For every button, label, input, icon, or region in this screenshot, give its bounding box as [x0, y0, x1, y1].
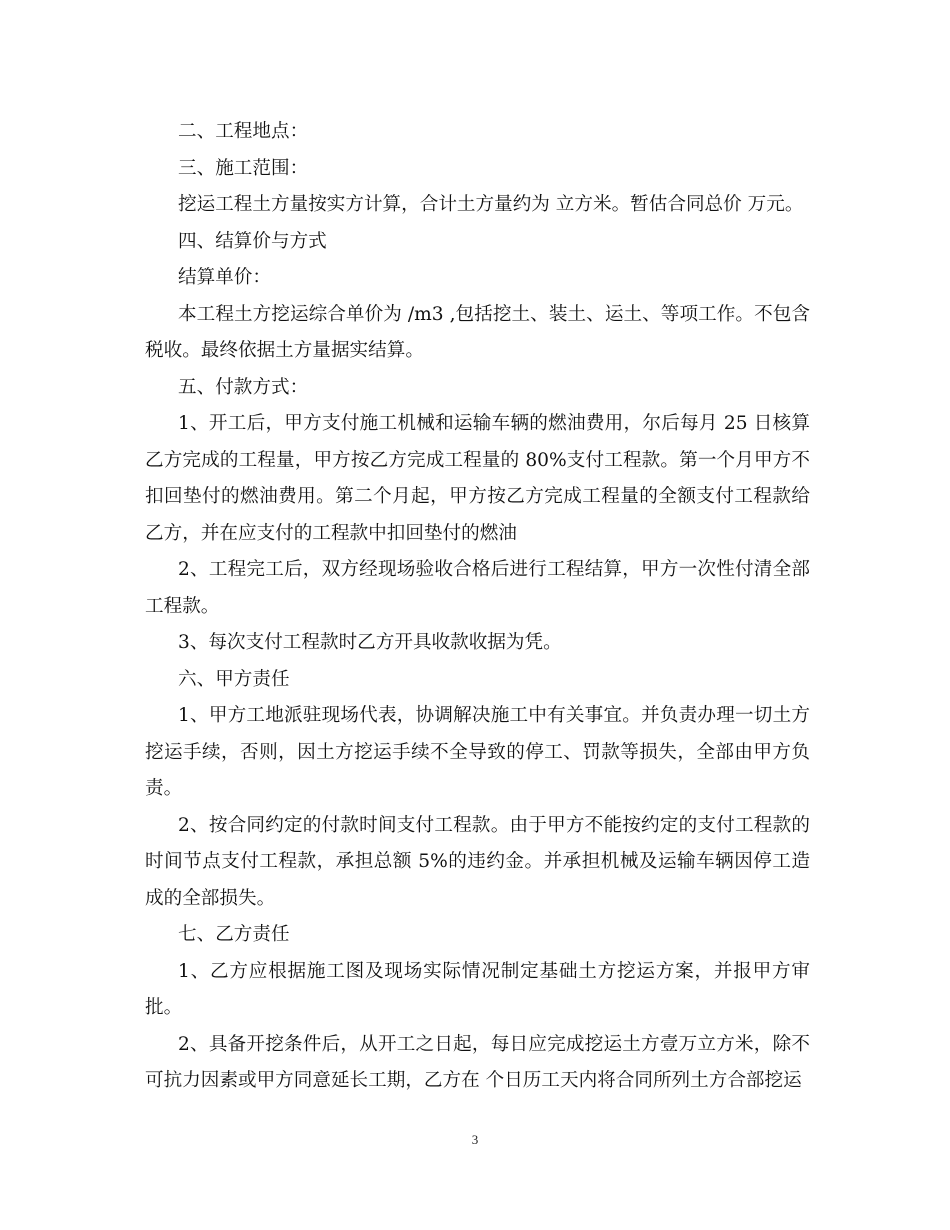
section-heading-settlement: 四、结算价与方式	[178, 230, 327, 252]
section-heading-party-a: 六、甲方责任	[178, 668, 290, 690]
section-heading-payment: 五、付款方式：	[178, 376, 309, 398]
document-body	[145, 114, 810, 1100]
payment-clause-1: 1、开工后，甲方支付施工机械和运输车辆的燃油费用，尔后每月 25 日核算乙方完成的工程量，甲方按乙方完成工程量的 80%支付工程款。第一个月甲方不扣回垫付的燃油费用。第二个月起，甲方按乙方完成工程量的全额支付工程款给乙方，并在应支付的工程款中扣回垫付的燃油	[145, 413, 810, 544]
unit-price-label: 结算单价：	[178, 267, 271, 288]
scope-paragraph: 挖运工程土方量按实方计算，合计土方量约为 立方米。暂估合同总价 万元。	[178, 194, 804, 215]
party-a-clause-2: 2、按合同约定的付款时间支付工程款。由于甲方不能按约定的支付工程款的时间节点支付工程款，承担总额 5%的违约金。并承担机械及运输车辆因停工造成的全部损失。	[145, 814, 810, 909]
party-b-clause-1: 1、乙方应根据施工图及现场实际情况制定基础土方挖运方案，并报甲方审批。	[145, 960, 810, 1018]
section-heading-scope: 三、施工范围：	[178, 157, 309, 179]
section-heading-location: 二、工程地点：	[178, 121, 309, 142]
party-a-clause-1: 1、甲方工地派驻现场代表，协调解决施工中有关事宜。并负责办理一切土方挖运手续，否则，因土方挖运手续不全导致的停工、罚款等损失，全部由甲方负责。	[145, 705, 810, 799]
section-heading-party-b: 七、乙方责任	[178, 924, 290, 945]
payment-clause-2: 2、工程完工后，双方经现场验收合格后进行工程结算，甲方一次性付清全部工程款。	[145, 559, 810, 617]
unit-price-paragraph: 本工程土方挖运综合单价为 /m3 ,包括挖土、装土、运土、等项工作。不包含税收。最终依据土方量据实结算。	[145, 303, 810, 361]
party-b-clause-2: 2、具备开挖条件后，从开工之日起，每日应完成挖运土方壹万立方米，除不可抗力因素或甲方同意延长工期，乙方在 个日历工天内将合同所列土方合部挖运	[145, 1033, 810, 1091]
page-number: 3	[471, 1132, 479, 1147]
payment-clause-3: 3、每次支付工程款时乙方开具收款收据为凭。	[178, 632, 562, 653]
